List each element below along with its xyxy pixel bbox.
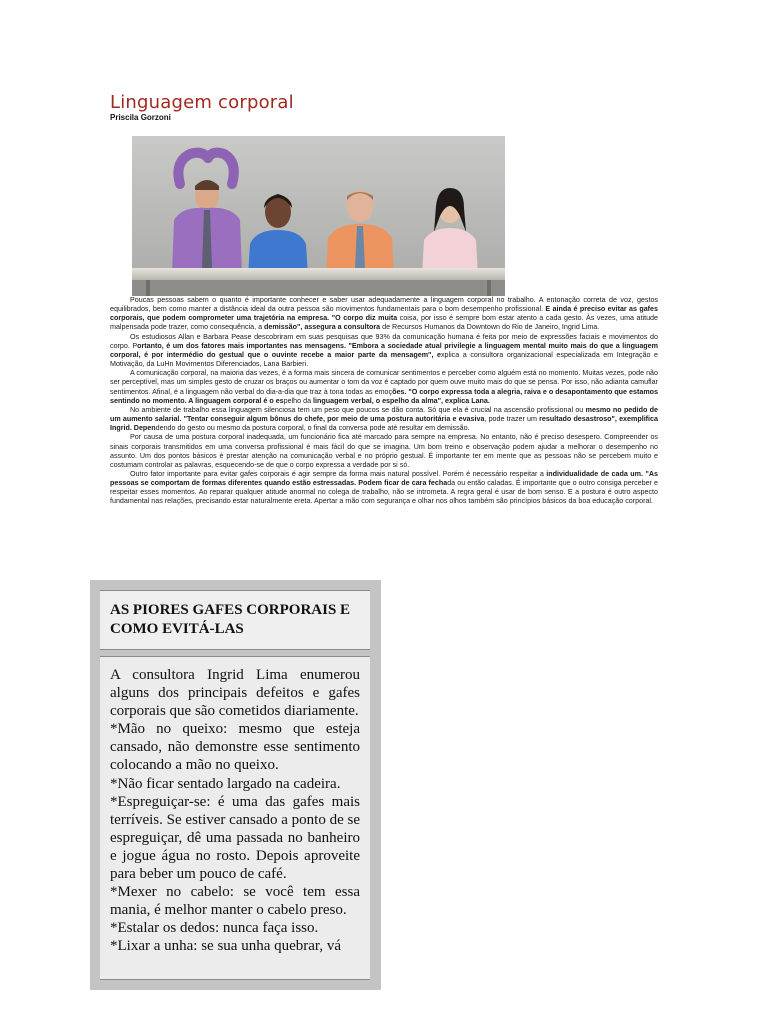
sidebar-header	[100, 590, 370, 650]
article-paragraph: Outro fator importante para evitar gafes corporais é agir sempre da forma mais natural possível. Porém é necessário respeitar a individualidade de cada um. "As pessoas se comportam de formas diferentes quando estão estressadas. Podem ficar de cara fechada ou então caladas. É importante que o outro consiga perceber e respeitar esses momentos. Ao reparar qualquer atitude anormal no colega de trabalho, não se intrometa. A regra geral é usar de bom senso. E a postura é outro aspecto fundamental nas relações, precisando estar naturalmente ereta. Apertar a mão com segurança e olhar nos olhos também são princípios básicos da boa educação corporal.	[110, 469, 658, 506]
office-photo	[132, 136, 505, 296]
sidebar-line: *Mão no queixo: mesmo que esteja cansado, não demonstre esse sentimento colocando a mão no queixo.	[110, 721, 360, 774]
sidebar-text	[100, 657, 370, 956]
sidebar-content	[100, 656, 370, 980]
sidebar-line: A consultora Ingrid Lima enumerou alguns dos principais defeitos e gafes corporais que são cometidos diariamente.	[110, 667, 360, 720]
sidebar-box	[90, 580, 381, 990]
article-paragraph: Poucas pessoas sabem o quanto é importante conhecer e saber usar adequadamente a linguagem corporal no trabalho. A entonação correta de voz, gestos equilibrados, bem como manter a distância ideal da outra pessoa são movimentos fundamentais para o bom desempenho profissional. E ainda é preciso evitar as gafes corporais, que podem comprometer uma trajetória na empresa. "O corpo diz muita coisa, por isso é sempre bom estar atento a cada gesto. Às vezes, uma atitude malpensada pode trazer, como consequência, a demissão", assegura a consultora de Recursos Humanos da Downtown do Rio de Janeiro, Ingrid Lima.	[110, 296, 659, 332]
sidebar-title: AS PIORES GAFES CORPORAIS E COMO EVITÁ-LAS	[110, 602, 351, 637]
sidebar-line: *Lixar a unha: se sua unha quebrar, vá	[110, 938, 341, 955]
sidebar-line: *Mexer no cabelo: se você tem essa mania, é melhor manter o cabelo preso.	[110, 884, 360, 919]
article-paragraph: Por causa de uma postura corporal inadequada, um funcionário fica até marcado para sempre na empresa. No entanto, não é preciso desespero. Compreender os sinais corporais transmitidos em uma conversa profissional é mais fácil do que se imagina. Um bom treino e observação podem ajudar a melhorar o desempenho no assunto. Um dos pontos básicos é prestar atenção na comunicação verbal e no próprio gestual. É importante ter em mente que as pessoas não se percebem muito e costumam controlar as palavras, esquecendo-se de que o corpo expressa a verdade por si só.	[110, 433, 658, 469]
article-paragraph: Os estudiosos Allan e Barbara Pease descobriram em suas pesquisas que 93% da comunicação humana é feita por meio de expressões faciais e movimentos do corpo. Portanto, é um dos fatores mais importantes nas mensagens. "Embora a sociedade atual privilegie a linguagem mental muito mais do que a linguagem corporal, é por intermédio do gestual que o ouvinte recebe a maior parte da mensagem", explica a consultora organizacional especializada em Integração e Motivação, da LuHn Movimentos Diferenciados, Lana Barbieri.	[110, 332, 659, 369]
article-paragraph: A comunicação corporal, na maioria das vezes, é a forma mais sincera de comunicar sentimentos e perceber como alguém está no momento. Muitas vezes, pode não ser perceptível, mas um simples gesto de cruzar os braços ou aumentar o tom da voz é captado por quem ouve muito mais do que se pensa. Por isso, não adianta camuflar sentimentos. Afinal, é a linguagem não verbal do dia-a-dia que traz à tona todas as emoções. "O corpo expressa toda a alegria, raiva e o desapontamento que estamos sentindo no momento. A linguagem corporal é o espelho da linguagem verbal, o espelho da alma", explica Lana.	[110, 369, 658, 405]
article-title: Linguagem corporal	[110, 92, 294, 113]
author-name: Priscila Gorzoni	[110, 113, 171, 122]
sidebar-line: *Estalar os dedos: nunca faça isso.	[110, 920, 319, 937]
sidebar-line: *Espreguiçar-se: é uma das gafes mais terríveis. Se estiver cansado a ponto de se espreguiçar, dê uma passada no banheiro e jogue água no rosto. Depois aproveite para beber um pouco de café.	[110, 793, 360, 883]
article-paragraph: No ambiente de trabalho essa linguagem silenciosa tem um peso que poucos se dão conta. Só que ela é crucial na ascensão profissional ou mesmo no pedido de um aumento salarial. "Tentar conseguir algum bônus do chefe, por meio de uma postura autoritária e evasiva, pode trazer um resultado desastroso", exemplifica Ingrid. Dependendo do gesto ou mesmo da postura corporal, o final da conversa pode até resultar em demissão.	[110, 405, 658, 433]
article-body	[110, 296, 658, 507]
sidebar-line: *Não ficar sentado largado na cadeira.	[110, 775, 341, 792]
